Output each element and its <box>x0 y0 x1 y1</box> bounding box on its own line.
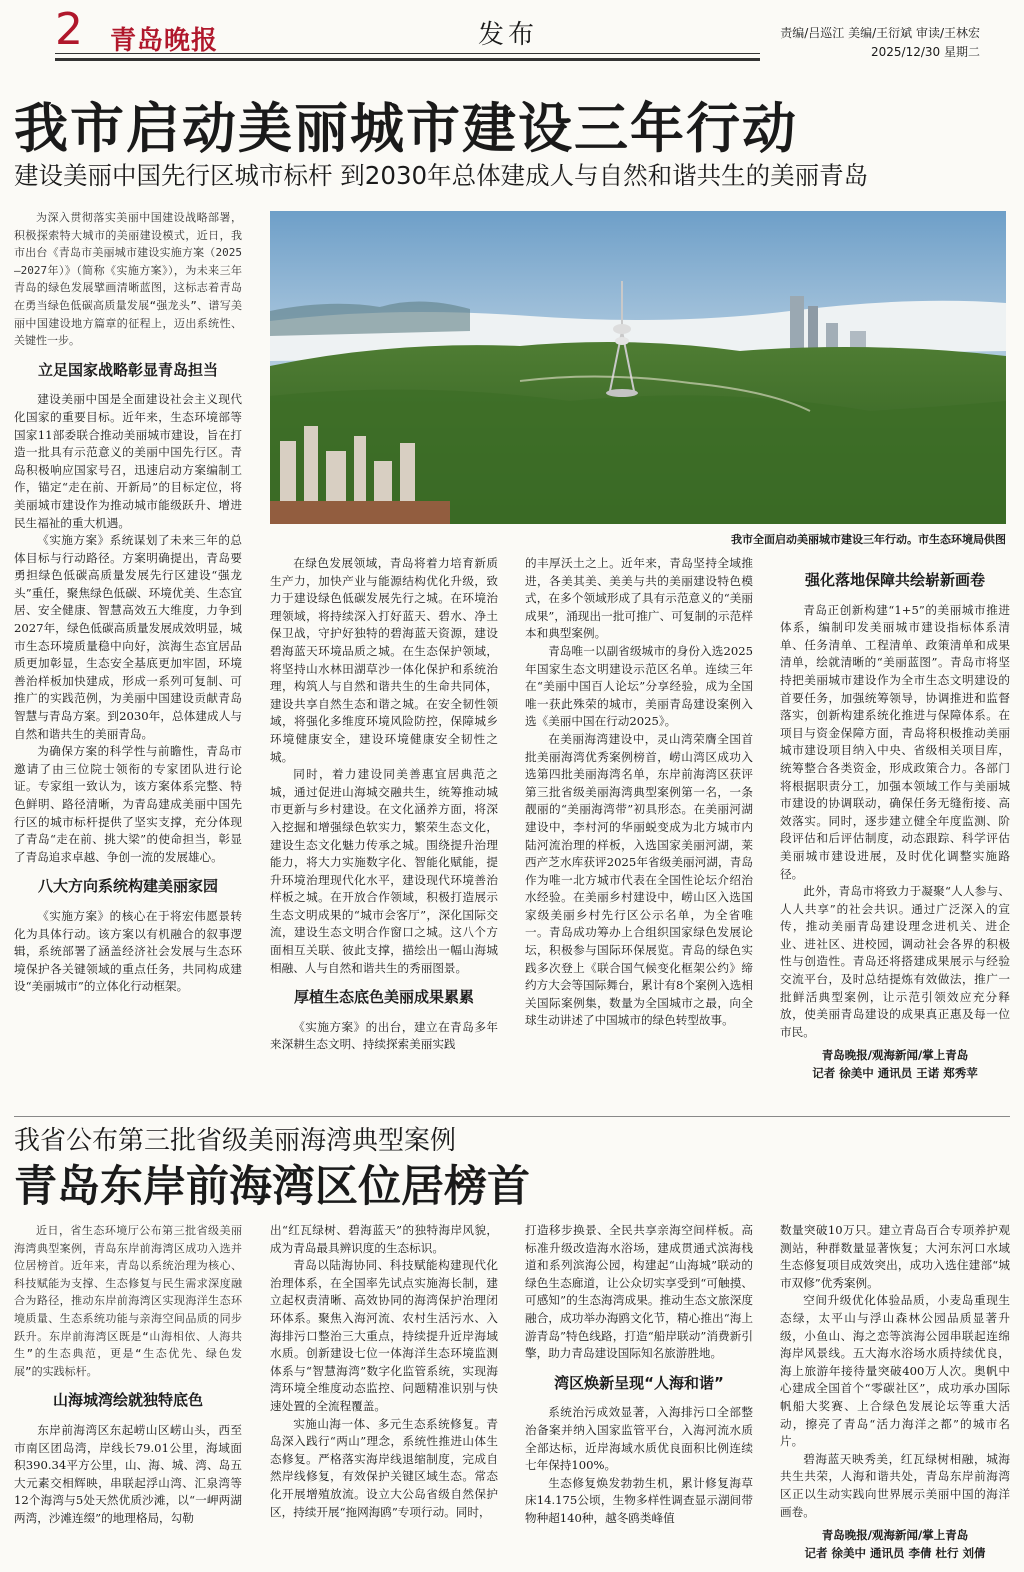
article1-column-1 <box>14 209 242 1114</box>
byline-outlet: 青岛晚报/观海新闻/掌上青岛 <box>821 1528 969 1543</box>
paragraph: 在绿色发展领域，青岛将着力培育新质生产力，加快产业与能源结构优化升级，致力于建设绿色低碳发展先行之城。在环境治理领域，将持续深入打好蓝天、碧水、净土保卫战，守护好独特的碧海蓝天资源，建设碧海蓝天环境品质之城。在生态保护领域，将坚持山水林田湖草沙一体化保护和系统治理，构筑人与自然和谐共生的生命共同体，建设共享自然生态和谐之城。在安全韧性领域，将强化多维度环境风险防控，保障城乡环境健康安全，建设环境健康安全韧性之城。 <box>270 556 498 764</box>
section-heading: 山海城湾绘就独特底色 <box>52 1391 203 1410</box>
article1-column-2 <box>270 555 498 1095</box>
editor-credits <box>780 24 980 62</box>
section-heading: 湾区焕新呈现“人海和谐” <box>554 1373 724 1392</box>
paragraph: 数量突破10万只。建立青岛百合专项养护观测站，种群数量显著恢复；大河东河口水域生态修复项目成效突出，成功入选住建部“城市双修”优秀案例。 <box>780 1223 1010 1290</box>
photo-illustration <box>270 211 1006 524</box>
article1-column-3 <box>525 555 753 1095</box>
page-number: 2 <box>55 4 83 55</box>
byline-outlet: 青岛晚报/观海新闻/掌上青岛 <box>821 1048 969 1063</box>
section-heading: 立足国家战略彰显青岛担当 <box>37 360 218 379</box>
editor-names: 责编/吕巡江 美编/王衍斌 审读/王林宏 <box>780 26 980 40</box>
paragraph: 系统治污成效显著，入海排污口全部整治备案并纳入国家监管平台，入海河流水质全部达标，近岸海域水质优良面积比例连续七年保持100%。 <box>525 1405 753 1473</box>
photo-caption: 我市全面启动美丽城市建设三年行动。市生态环境局供图 <box>731 533 1006 546</box>
article2-kicker: 我省公布第三批省级美丽海湾典型案例 <box>14 1126 457 1156</box>
main-headline: 我市启动美丽城市建设三年行动 <box>14 97 798 160</box>
masthead-rule-thick <box>55 58 760 61</box>
paragraph: 在美丽海湾建设中，灵山湾荣膺全国首批美丽海湾优秀案例榜首，崂山湾区成功入选第四批美丽海湾名单，东岸前海湾区获评第三批省级美丽海湾典型案例第一名，一条靓丽的“美丽海湾带”初具形态。在美丽河湖建设中，李村河的华丽蜕变成为北方城市内陆河流治理的样板，入选国家美丽河湖，莱西产芝水库获评2025年省级美丽河湖，青岛作为唯一北方城市代表在全国性论坛介绍治水经验。在美丽乡村建设中，崂山区入选国家级美丽乡村先行区公示名单，为全省唯一。青岛成功筹办上合组织国家绿色发展论坛，积极参与国际环保展览。青岛的绿色实践多次登上《联合国气候变化框架公约》缔约方大会等国际舞台，累计有8个案例入选相关国际案例集，数量为全国城市之最，向全球生动讲述了中国城市的绿色转型故事。 <box>525 731 753 1028</box>
section-title: 发布 <box>478 20 539 50</box>
masthead-rule <box>55 53 760 54</box>
article1-column-4 <box>780 560 1010 1100</box>
paragraph: 空间升级优化体验品质，小麦岛重现生态绿，太平山与浮山森林公园品质显著升级，小鱼山、海之恋等滨海公园串联起连绵海岸风景线。五大海水浴场水质持续优良，海上旅游年接待量突破400万人次。奥帆中心建成全国首个“零碳社区”，成功承办国际帆船大奖赛、上合绿色发展论坛等重大活动，擦亮了青岛“活力海洋之都”的城市名片。 <box>780 1293 1010 1449</box>
article1-lead: 为深入贯彻落实美丽中国建设战略部署，积极探索特大城市的美丽建设模式，近日，我市出台《青岛市美丽城市建设实施方案（2025—2027年）》（简称《实施方案》），为未来三年青岛的绿色发展擘画清晰蓝图，这标志着青岛在勇当绿色低碳高质量发展“强龙头”、谱写美丽中国建设地方篇章的征程上，迈出系统性、关键性一步。 <box>14 211 242 348</box>
byline-reporters: 记者 徐美中 通讯员 李倩 杜行 刘倩 <box>804 1545 986 1560</box>
paragraph: 的丰厚沃土之上。近年来，青岛坚持全域推进，各美其美、美美与共的美丽建设特色模式，在多个领域形成了具有示范意义的“美丽成果”，涌现出一批可推广、可复制的示范样本和典型案例。 <box>525 556 753 641</box>
paragraph: 青岛正创新构建“1+5”的美丽城市推进体系，编制印发美丽城市建设指标体系清单、任务清单、工程清单、政策清单和成果清单，绘就清晰的“美丽蓝图”。青岛市将坚持把美丽城市建设作为全市生态文明建设的首要任务，加强统筹领导，协调推进和监督落实，创新构建系统化推进与保障体系。在项目与资金保障方面，青岛将积极推动美丽城市建设项目纳入中央、省级相关项目库，统筹整合各类资金，形成政策合力。各部门将根据职责分工，加强本领域工作与美丽城市建设的协调联动，确保任务无缝衔接、高效落实。同时，逐步建立健全年度监测、阶段评估和后评估制度，动态跟踪、科学评估美丽城市建设进展，及时优化调整实施路径。 <box>780 602 1010 881</box>
paragraph: 生态修复焕发勃勃生机，累计修复海草床14.175公顷，生物多样性调查显示湖间带物种超140种，越冬鸥类峰值 <box>525 1475 753 1525</box>
paragraph: 《实施方案》的核心在于将宏伟愿景转化为具体行动。该方案以有机融合的叙事逻辑，系统部署了涵盖经济社会发展与生态环境保护各关键领域的重点任务，共同构成建设“美丽城市”的立体化行动框架。 <box>14 908 242 994</box>
article2-column-4 <box>780 1222 1010 1568</box>
paragraph: 出“红瓦绿树、碧海蓝天”的独特海岸风貌，成为青岛最具辨识度的生态标识。 <box>270 1223 498 1255</box>
paragraph: 建设美丽中国是全面建设社会主义现代化国家的重要目标。近年来，生态环境部等国家11部委联合推动美丽城市建设，旨在打造一批具有示范意义的美丽中国先行区。青岛积极响应国家号召，迅速启动方案编制工作，锚定“走在前、开新局”的目标定位，将美丽城市建设作为推动城市能级跃升、增进民生福祉的重大机遇。 <box>14 392 242 530</box>
paragraph: 《实施方案》系统谋划了未来三年的总体目标与行动路径。方案明确提出，青岛要勇担绿色低碳高质量发展先行区建设“强龙头”重任，聚焦绿色低碳、环境优美、生态宜居、安全健康、智慧高效五大维度，力争到2027年，绿色低碳高质量发展成效明显，城市生态环境质量稳中向好，滨海生态宜居品质更加彰显，生态安全基底更加牢固，环境善治样板加快建成，形成一系列可复制、可推广的实践范例，为美丽中国建设贡献青岛智慧与青岛方案。到2030年，总体建成人与自然和谐共生的美丽青岛。 <box>14 533 242 741</box>
section-heading: 强化落地保障共绘崭新画卷 <box>804 571 985 589</box>
article2-headline: 青岛东岸前海湾区位居榜首 <box>14 1162 530 1212</box>
article2-column-2 <box>270 1222 498 1568</box>
paragraph: 青岛以陆海协同、科技赋能构建现代化治理体系，在全国率先试点实施海长制，建立起权责清晰、高效协同的海湾保护治理闭环体系。聚焦入海河流、农村生活污水、入海排污口整治三大重点，持续提升近岸海域水质。创新建设七位一体海洋生态环境监测体系与“智慧海湾”数字化监管系统，实现海湾环境全维度动态监控、问题精准识别与快速处置的全流程覆盖。 <box>270 1258 498 1413</box>
article2-column-1 <box>14 1222 242 1568</box>
paragraph: 实施山海一体、多元生态系统修复。青岛深入践行“两山”理念，系统性推进山体生态修复。严格落实海岸线退缩制度，完成自然岸线修复，有效保护关键区域生态。常态化开展增殖放流。设立大公岛省级自然保护区，持续开展“拖网海鸥”专项行动。同时， <box>270 1416 498 1519</box>
paragraph: 青岛唯一以副省级城市的身份入选2025年国家生态文明建设示范区名单。连续三年在“美丽中国百人论坛”分享经验，成为全国唯一获此殊荣的城市，美丽青岛建设案例入选《美丽中国在行动2025》。 <box>525 643 753 729</box>
paragraph: 此外，青岛市将致力于凝聚“人人参与、人人共享”的社会共识。通过广泛深入的宣传，推动美丽青岛建设理念进机关、进企业、进社区、进校园，调动社会各界的积极性与创造性。青岛还将搭建成果展示与经验交流平台，及时总结提炼有效做法，推广一批鲜活典型案例，让示范引领效应充分释放，使美丽青岛建设的成果真正惠及每一位市民。 <box>780 884 1010 1039</box>
paragraph: 同时，着力建设同美善惠宜居典范之城，通过促进山海城交融共生，统筹推动城市更新与乡村建设。在文化涵养方面，将深入挖掘和增强绿色软实力，繁荣生态文化，建设生态文化魅力传承之城。围绕提升治理能力，将大力实施数字化、智能化赋能，提升环境治理现代化水平，建设现代环境善治样板之城。在开放合作领域，积极打造展示生态文明成果的“城市会客厅”，深化国际交流，建设生态文明合作窗口之城。这八个方面相互关联、彼此支撑，描绘出一幅山海城相融、人与自然和谐共生的秀丽图景。 <box>270 767 498 975</box>
main-subheadline: 建设美丽中国先行区城市标杆 到2030年总体建成人与自然和谐共生的美丽青岛 <box>14 161 869 190</box>
paragraph: 《实施方案》的出台，建立在青岛多年来深耕生态文明、持续探索美丽实践 <box>270 1019 498 1052</box>
city-aerial-photo <box>270 211 1006 524</box>
paragraph: 东岸前海湾区东起崂山区崂山头，西至市南区团岛湾，岸线长79.01公里，海域面积390.34平方公里，山、海、城、湾、岛五大元素交相辉映，串联起浮山湾、汇泉湾等12个海湾与5处天然优质沙滩，以“一岬两湖两湾，沙滩连缀”的地理格局，勾勒 <box>14 1422 242 1525</box>
article2-lead: 近日，省生态环境厅公布第三批省级美丽海湾典型案例，青岛东岸前海湾区成功入选并位居榜首。近年来，青岛以系统治理为核心、科技赋能为支撑、生态修复与民生需求深度融合为路径，推动东岸前海湾区实现海洋生态环境质量、生态系统功能与亲海空间品质的同步跃升。东岸前海湾区既是“山海相依、人海共生”的生态典范，更是“生态优先、绿色发展”的实践标杆。 <box>14 1224 242 1378</box>
article2-column-3 <box>525 1222 753 1568</box>
article-divider <box>14 1116 1010 1117</box>
paragraph: 为确保方案的科学性与前瞻性，青岛市邀请了由三位院士领衔的专家团队进行论证。专家组一致认为，该方案体系完整、特色鲜明、路径清晰，为青岛建成美丽中国先行区的城市标杆提供了坚实支撑，充分体现了青岛“走在前、挑大梁”的使命担当，彰显了青岛追求卓越、争创一流的发展雄心。 <box>14 744 242 864</box>
newspaper-logo: 青岛晚报 <box>110 26 219 56</box>
paragraph: 碧海蓝天映秀美，红瓦绿树相融，城海共生共荣，人海和谐共处，青岛东岸前海湾区正以生动实践向世界展示美丽中国的海洋画卷。 <box>780 1451 1010 1519</box>
issue-date: 2025/12/30 星期二 <box>871 45 980 59</box>
byline-reporters: 记者 徐美中 通讯员 王诺 郑秀苹 <box>812 1066 978 1081</box>
paragraph: 打造移步换景、全民共享亲海空间样板。高标准升级改造海水浴场，建成贯通式滨海栈道和系列滨海公园，构建起“山海城”联动的绿色生态廊道，让公众切实享受到“可触摸、可感知”的生态海湾成果。推动生态文旅深度融合，成功举办海鸥文化节，精心推出“海上游青岛”特色线路，打造“船岸联动”消费新引擎，助力青岛建设国际知名旅游胜地。 <box>525 1223 753 1361</box>
section-heading: 厚植生态底色美丽成果累累 <box>293 988 474 1007</box>
section-heading: 八大方向系统构建美丽家园 <box>37 877 218 896</box>
